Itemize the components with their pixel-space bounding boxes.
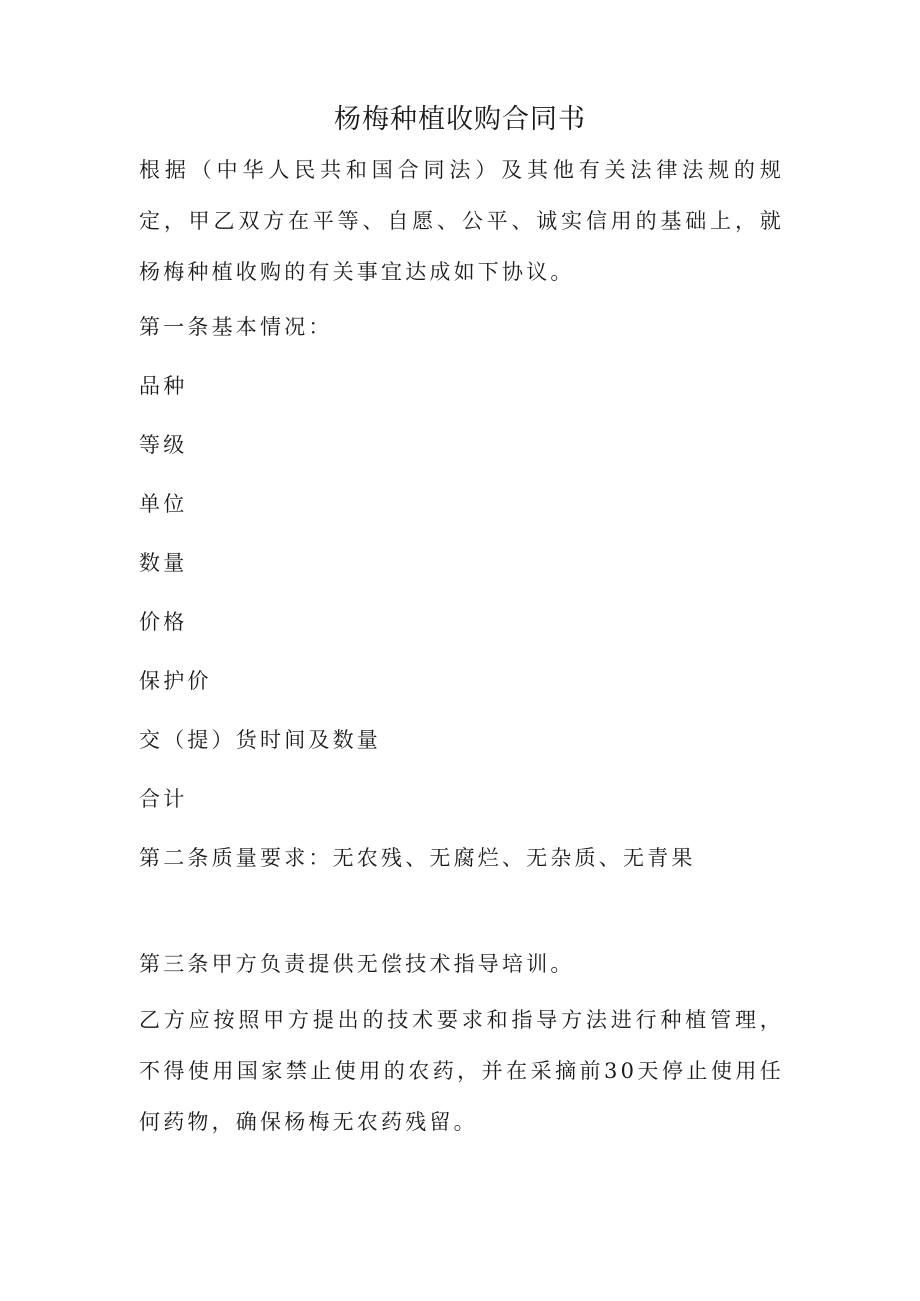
article-1-heading: 第一条基本情况：	[139, 315, 333, 339]
item-delivery-time-quantity: 交（提）货时间及数量	[139, 728, 381, 752]
item-protection-price: 保护价	[139, 669, 212, 693]
article-2-quality: 第二条质量要求：无农残、无腐烂、无杂质、无青果	[139, 846, 696, 870]
item-price: 价格	[139, 610, 188, 634]
item-variety: 品种	[139, 374, 188, 398]
item-total: 合计	[139, 787, 188, 811]
article-3-detail: 乙方应按照甲方提出的技术要求和指导方法进行种植管理，不得使用国家禁止使用的农药，并在采摘前30天停止使用任何药物，确保杨梅无农药残留。	[139, 1008, 784, 1134]
document-title: 杨梅种植收购合同书	[334, 104, 586, 135]
item-quantity: 数量	[139, 551, 188, 575]
intro-paragraph: 根据（中华人民共和国合同法）及其他有关法律法规的规定，甲乙双方在平等、自愿、公平、诚实信用的基础上，就杨梅种植收购的有关事宜达成如下协议。	[139, 158, 784, 284]
article-3-heading: 第三条甲方负责提供无偿技术指导培训。	[139, 952, 575, 976]
item-unit: 单位	[139, 492, 188, 516]
item-grade: 等级	[139, 433, 188, 457]
